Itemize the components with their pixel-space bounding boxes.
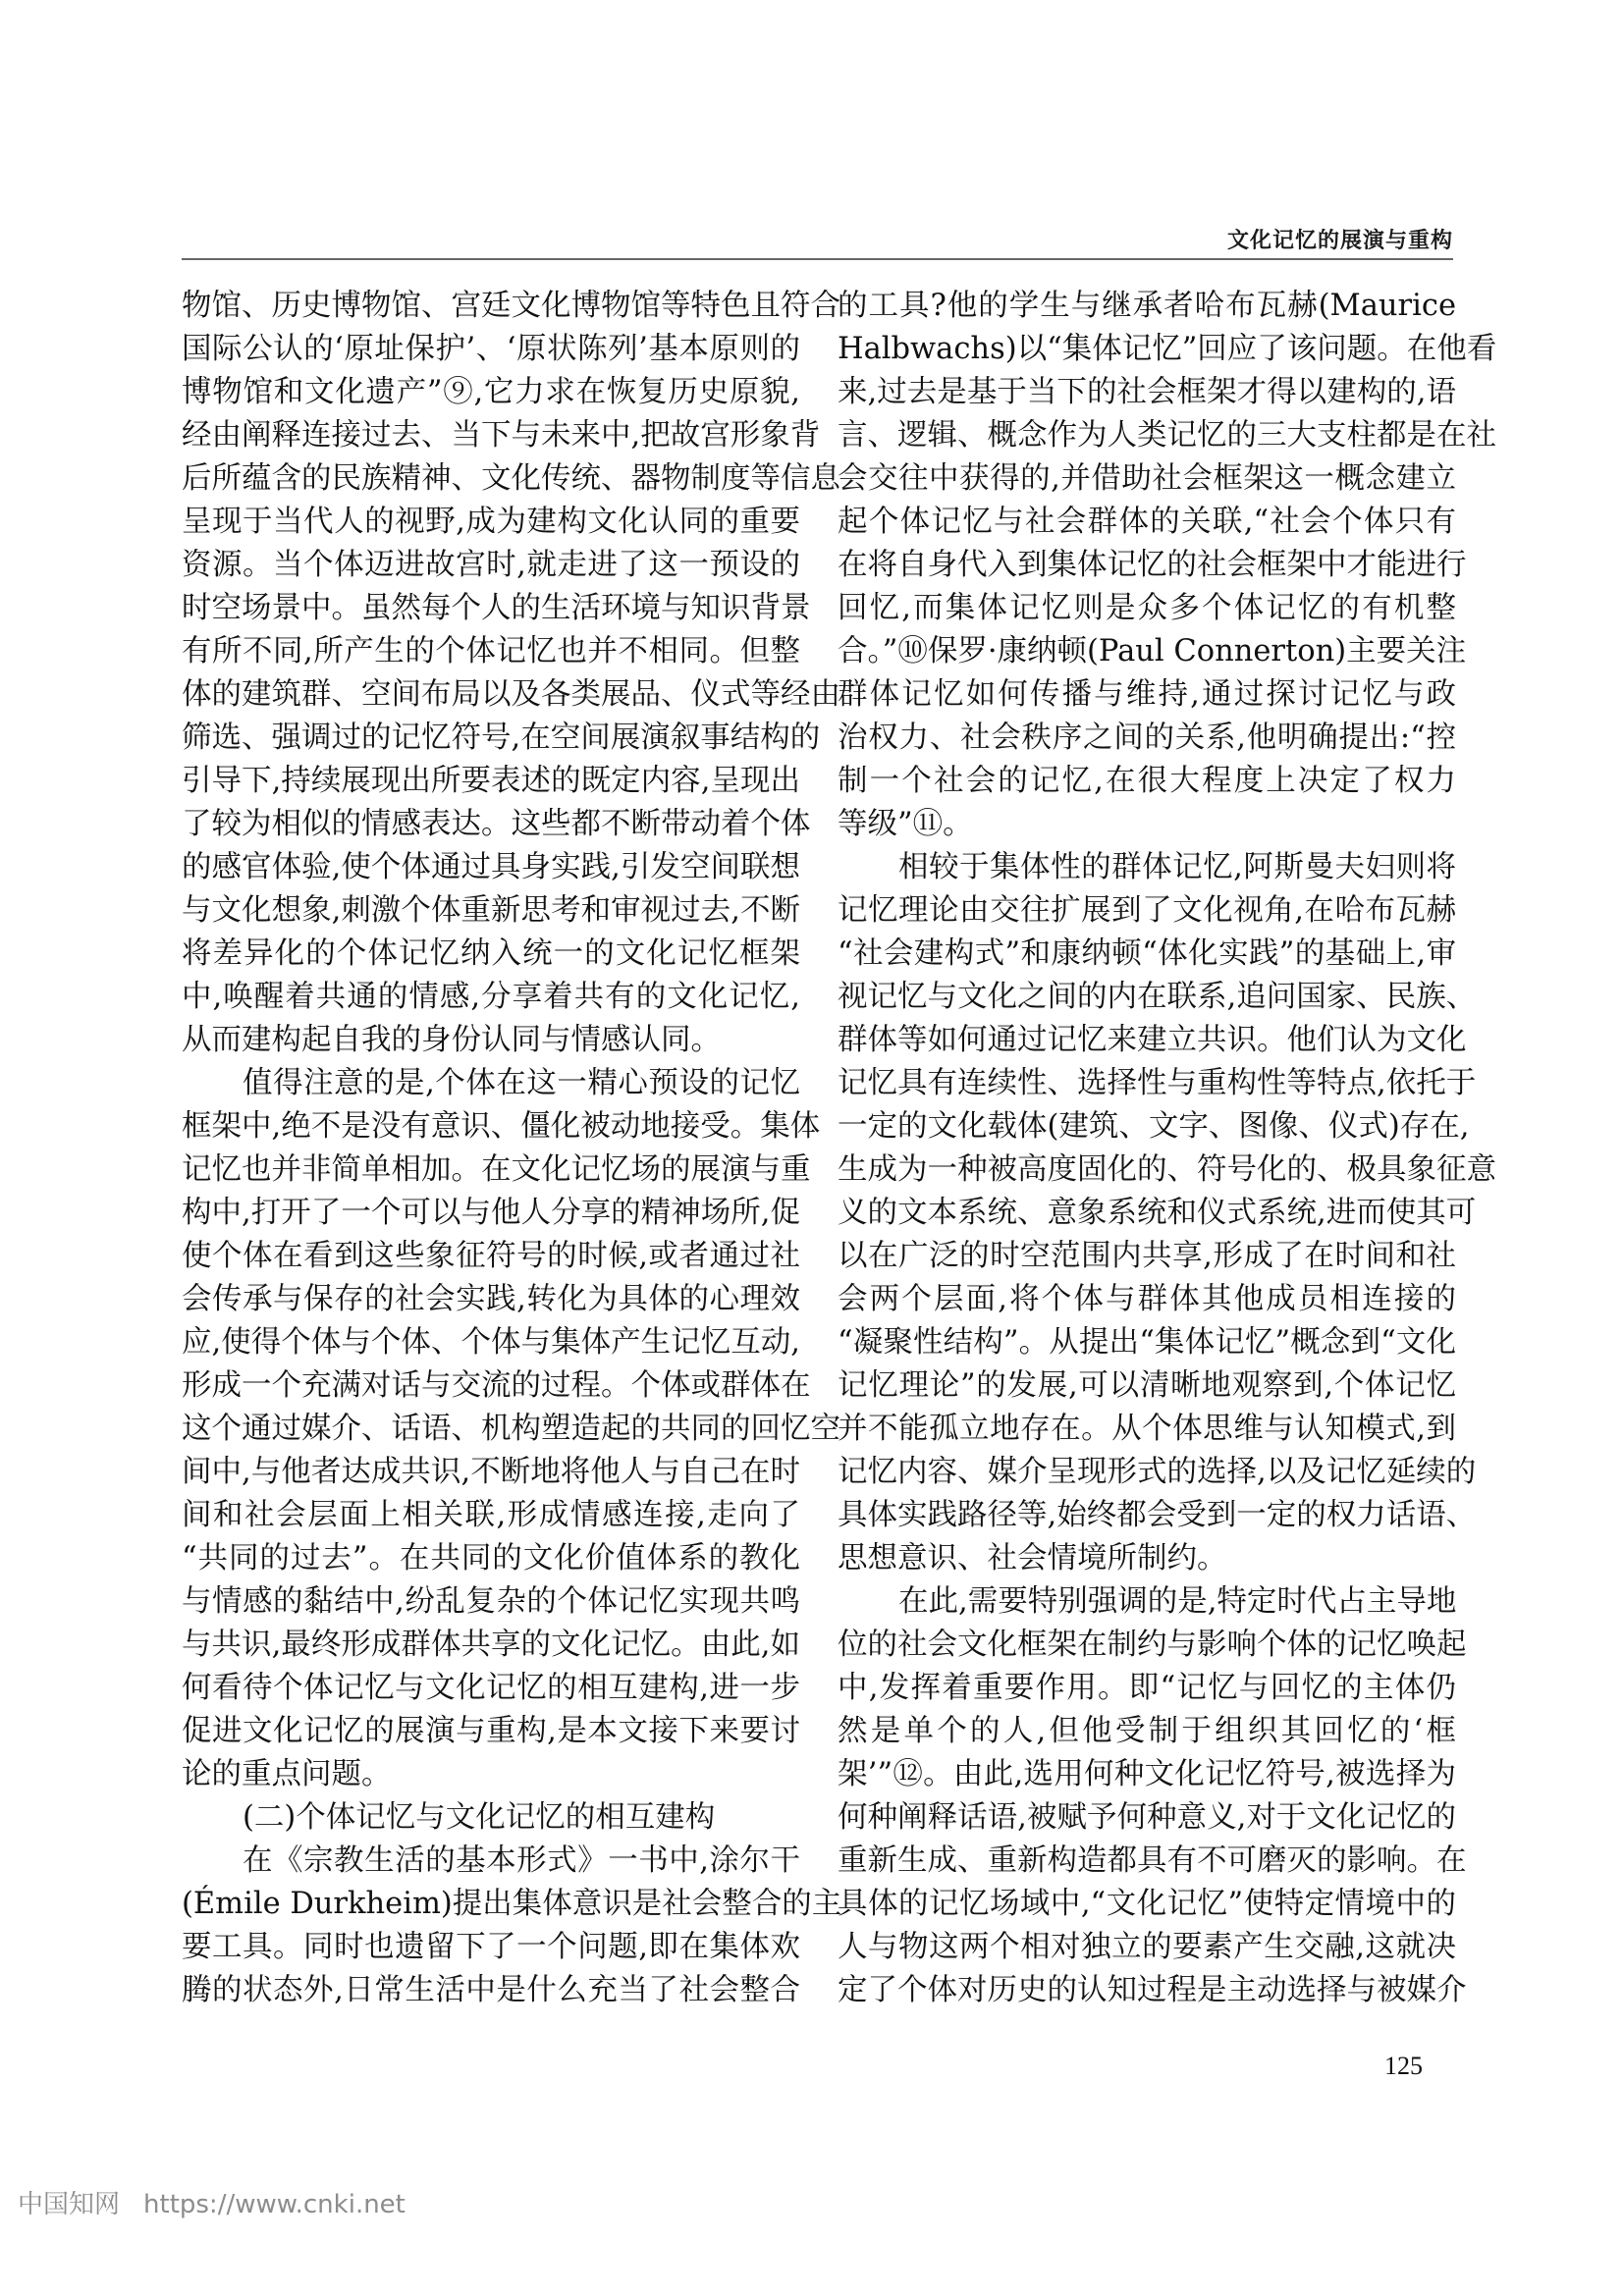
text-line: 这个通过媒介、话语、机构塑造起的共同的回忆空 (182, 1412, 840, 1446)
running-title: 文化记忆的展演与重构 (1226, 229, 1453, 253)
text-line: 构中,打开了一个可以与他人分享的精神场所,促 (182, 1196, 800, 1230)
text-line: 从而建构起自我的身份认同与情感认同。 (182, 1023, 721, 1057)
text-line: 中,唤醒着共通的情感,分享着共有的文化记忆, (182, 980, 800, 1014)
text-line: 群体等如何通过记忆来建立共识。他们认为文化 (838, 1023, 1467, 1057)
text-line: 会交往中获得的,并借助社会框架这一概念建立 (838, 461, 1456, 496)
text-line: 形成一个充满对话与交流的过程。个体或群体在 (182, 1368, 811, 1403)
right-column (838, 285, 1497, 2012)
text-line: 记忆理论由交往扩展到了文化视角,在哈布瓦赫 (838, 893, 1456, 928)
text-line: 何看待个体记忆与文化记忆的相互建构,进一步 (182, 1671, 800, 1705)
text-line: 合。”⑩保罗·康纳顿(Paul Connerton)主要关注 (838, 634, 1467, 668)
text-line: 起个体记忆与社会群体的关联,“社会个体只有 (838, 505, 1456, 539)
watermark-name: 中国知网 (18, 2190, 121, 2219)
text-line: 架’”⑫。由此,选用何种文化记忆符号,被选择为 (838, 1757, 1456, 1791)
text-line: 言、逻辑、概念作为人类记忆的三大支柱都是在社 (838, 418, 1496, 453)
text-line: 一定的文化载体(建筑、文字、图像、仪式)存在, (838, 1109, 1470, 1144)
text-line: 以在广泛的时空范围内共享,形成了在时间和社 (838, 1239, 1456, 1273)
text-line: 思想意识、社会情境所制约。 (838, 1541, 1227, 1575)
text-line: 回忆,而集体记忆则是众多个体记忆的有机整 (838, 591, 1456, 625)
text-line: 呈现于当代人的视野,成为建构文化认同的重要 (182, 505, 800, 539)
text-line: 博物馆和文化遗产”⑨,它力求在恢复历史原貌, (182, 375, 800, 409)
left-column (182, 285, 842, 2012)
text-line: 何种阐释话语,被赋予何种意义,对于文化记忆的 (838, 1800, 1456, 1835)
text-line: 在此,需要特别强调的是,特定时代占主导地 (898, 1584, 1457, 1619)
text-line: 会传承与保存的社会实践,转化为具体的心理效 (182, 1282, 800, 1316)
text-line: 生成为一种被高度固化的、符号化的、极具象征意 (838, 1152, 1496, 1187)
text-line: 体的建筑群、空间布局以及各类展品、仪式等经由 (182, 677, 840, 712)
page-number: 125 (1384, 2052, 1423, 2080)
text-line: 使个体在看到这些象征符号的时候,或者通过社 (182, 1239, 800, 1273)
text-line: 定了个体对历史的认知过程是主动选择与被媒介 (838, 1973, 1467, 2007)
text-line: 国际公认的‘原址保护’、‘原状陈列’基本原则的 (182, 332, 800, 366)
text-line: 中,发挥着重要作用。即“记忆与回忆的主体仍 (838, 1671, 1456, 1705)
text-line: 记忆内容、媒介呈现形式的选择,以及记忆延续的 (838, 1455, 1477, 1489)
text-line: 有所不同,所产生的个体记忆也并不相同。但整 (182, 634, 800, 668)
text-line: 的工具?他的学生与继承者哈布瓦赫(Maurice (838, 289, 1456, 323)
text-line: 框架中,绝不是没有意识、僵化被动地接受。集体 (182, 1109, 821, 1144)
text-line: 要工具。同时也遗留下了一个问题,即在集体欢 (182, 1930, 800, 1964)
text-line: 并不能孤立地存在。从个体思维与认知模式,到 (838, 1412, 1456, 1446)
text-line: 了较为相似的情感表达。这些都不断带动着个体 (182, 807, 811, 841)
text-line: 位的社会文化框架在制约与影响个体的记忆唤起 (838, 1628, 1467, 1662)
text-line: 资源。当个体迈进故宫时,就走进了这一预设的 (182, 548, 800, 582)
text-line: “共同的过去”。在共同的文化价值体系的教化 (182, 1541, 800, 1575)
text-line: 相较于集体性的群体记忆,阿斯曼夫妇则将 (898, 850, 1456, 884)
text-line: 促进文化记忆的展演与重构,是本文接下来要讨 (182, 1714, 800, 1748)
text-line: 群体记忆如何传播与维持,通过探讨记忆与政 (838, 677, 1456, 712)
text-line: 具体的记忆场域中,“文化记忆”使特定情境中的 (838, 1887, 1456, 1921)
text-line: 与情感的黏结中,纷乱复杂的个体记忆实现共鸣 (182, 1584, 800, 1619)
text-line: 筛选、强调过的记忆符号,在空间展演叙事结构的 (182, 721, 821, 755)
text-line: 物馆、历史博物馆、宫廷文化博物馆等特色且符合 (182, 289, 840, 323)
text-line: 会两个层面,将个体与群体其他成员相连接的 (838, 1282, 1456, 1316)
text-line: 义的文本系统、意象系统和仪式系统,进而使其可 (838, 1196, 1477, 1230)
watermark-url[interactable]: https://www.cnki.net (143, 2190, 406, 2219)
text-line: 来,过去是基于当下的社会框架才得以建构的,语 (838, 375, 1456, 409)
text-line: Halbwachs)以“集体记忆”回应了该问题。在他看 (838, 332, 1497, 366)
text-line: 时空场景中。虽然每个人的生活环境与知识背景 (182, 591, 811, 625)
text-line: 记忆具有连续性、选择性与重构性等特点,依托于 (838, 1066, 1477, 1100)
text-line: “社会建构式”和康纳顿“体化实践”的基础上,审 (838, 936, 1456, 971)
text-line: 在《宗教生活的基本形式》一书中,涂尔干 (243, 1843, 800, 1878)
text-line: 记忆也并非简单相加。在文化记忆场的展演与重 (182, 1152, 811, 1187)
text-line: “凝聚性结构”。从提出“集体记忆”概念到“文化 (838, 1325, 1456, 1360)
text-line: 具体实践路径等,始终都会受到一定的权力话语、 (838, 1498, 1477, 1532)
text-line: 后所蕴含的民族精神、文化传统、器物制度等信息 (182, 461, 840, 496)
text-line: 论的重点问题。 (182, 1757, 392, 1791)
text-line: 引导下,持续展现出所要表述的既定内容,呈现出 (182, 764, 800, 798)
text-line: 重新生成、重新构造都具有不可磨灭的影响。在 (838, 1843, 1467, 1878)
text-line: 间中,与他者达成共识,不断地将他人与自己在时 (182, 1455, 800, 1489)
text-line: 记忆理论”的发展,可以清晰地观察到,个体记忆 (838, 1368, 1456, 1403)
section-heading: (二)个体记忆与文化记忆的相互建构 (243, 1800, 716, 1835)
header-rule (182, 258, 1453, 260)
text-line: 间和社会层面上相关联,形成情感连接,走向了 (182, 1498, 800, 1532)
text-line: 与共识,最终形成群体共享的文化记忆。由此,如 (182, 1628, 800, 1662)
text-line: 制一个社会的记忆,在很大程度上决定了权力 (838, 764, 1456, 798)
text-line: 然是单个的人,但他受制于组织其回忆的‘框 (838, 1714, 1456, 1748)
text-line: 治权力、社会秩序之间的关系,他明确提出:“控 (838, 721, 1456, 755)
text-line: 与文化想象,刺激个体重新思考和审视过去,不断 (182, 893, 800, 928)
text-line: 值得注意的是,个体在这一精心预设的记忆 (243, 1066, 800, 1100)
text-line: 的感官体验,使个体通过具身实践,引发空间联想 (182, 850, 800, 884)
text-line: 人与物这两个相对独立的要素产生交融,这就决 (838, 1930, 1456, 1964)
text-line: 视记忆与文化之间的内在联系,追问国家、民族、 (838, 980, 1477, 1014)
text-line: 腾的状态外,日常生活中是什么充当了社会整合 (182, 1973, 800, 2007)
cnki-watermark (18, 2184, 406, 2220)
text-line: 等级”⑪。 (838, 807, 973, 841)
text-line: 将差异化的个体记忆纳入统一的文化记忆框架 (182, 936, 800, 971)
text-line: (Émile Durkheim)提出集体意识是社会整合的主 (182, 1887, 842, 1921)
text-line: 应,使得个体与个体、个体与集体产生记忆互动, (182, 1325, 800, 1360)
text-line: 在将自身代入到集体记忆的社会框架中才能进行 (838, 548, 1467, 582)
text-line: 经由阐释连接过去、当下与未来中,把故宫形象背 (182, 418, 821, 453)
